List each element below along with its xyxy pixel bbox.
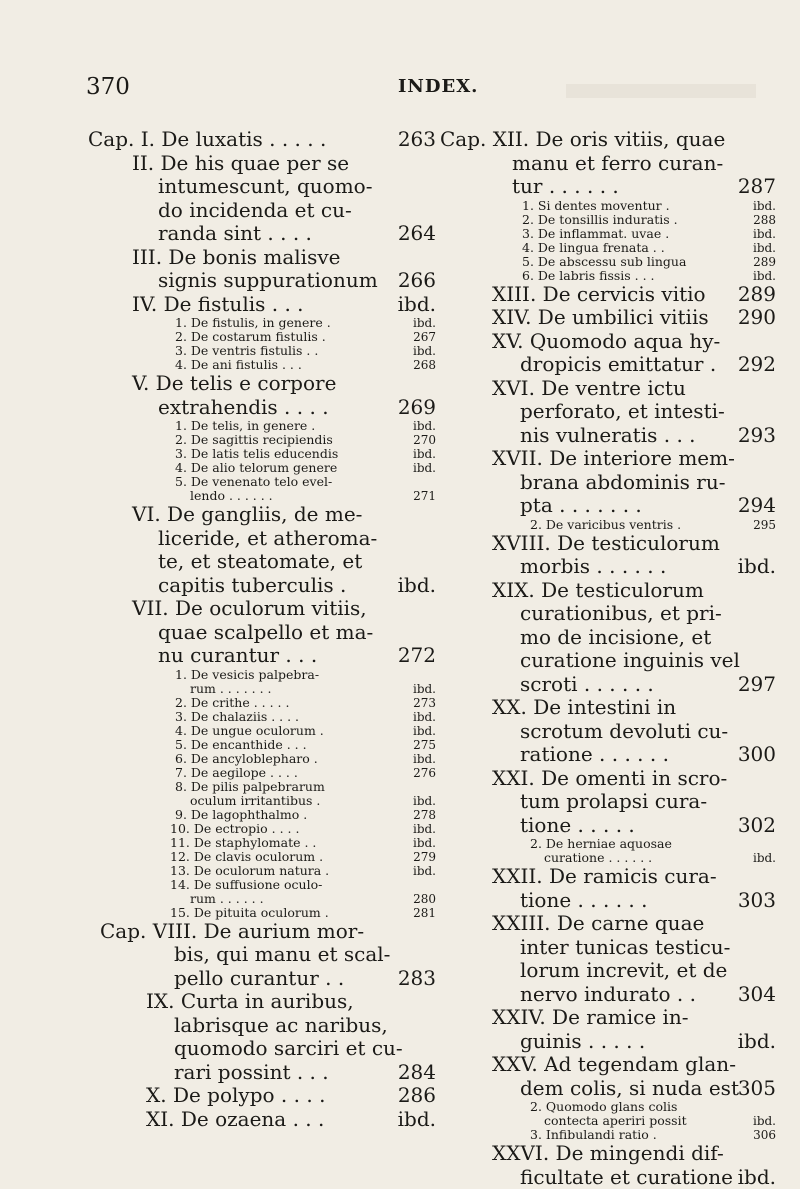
entry-page-ref: 287 xyxy=(738,175,776,199)
index-entry xyxy=(80,152,436,176)
entry-page-ref: ibd. xyxy=(738,1166,776,1189)
entry-text: VII. De oculorum vitiis, xyxy=(132,597,367,621)
index-entry xyxy=(80,447,436,461)
index-entry xyxy=(440,1166,776,1189)
index-entry xyxy=(80,372,436,396)
entry-text: manu et ferro curan- xyxy=(512,152,723,176)
index-entry xyxy=(80,433,436,447)
index-entry xyxy=(80,199,436,223)
index-entry xyxy=(440,175,776,199)
index-entry xyxy=(440,330,776,354)
entry-page-ref: 286 xyxy=(398,1084,436,1108)
entry-page-ref: ibd. xyxy=(413,752,436,766)
entry-text: 11. De staphylomate . . xyxy=(170,836,316,850)
entry-text: IX. Curta in auribus, xyxy=(146,990,354,1014)
entry-text: XVIII. De testiculorum xyxy=(492,532,720,556)
entry-text: inter tunicas testicu- xyxy=(520,936,730,960)
entry-text: dem colis, si nuda est xyxy=(520,1077,739,1101)
entry-text: curationibus, et pri- xyxy=(520,602,722,626)
entry-text: rum . . . . . . xyxy=(190,892,264,906)
index-entry xyxy=(440,767,776,791)
index-entry xyxy=(80,794,436,808)
entry-page-ref: 290 xyxy=(738,306,776,330)
entry-page-ref: ibd. xyxy=(413,447,436,461)
entry-text: Cap. VIII. De aurium mor- xyxy=(100,920,364,944)
entry-page-ref: 302 xyxy=(738,814,776,838)
index-entry xyxy=(80,780,436,794)
index-entry xyxy=(440,626,776,650)
index-entry xyxy=(80,1108,436,1132)
entry-text: 2. De herniae aquosae xyxy=(530,837,672,851)
entry-text: XX. De intestini in xyxy=(492,696,676,720)
entry-text: Cap. XII. De oris vitiis, quae xyxy=(440,128,725,152)
entry-text: 7. De aegilope . . . . xyxy=(175,766,298,780)
entry-text: Cap. I. De luxatis . . . . . xyxy=(88,128,326,152)
entry-text: XXI. De omenti in scro- xyxy=(492,767,727,791)
entry-text: XVII. De interiore mem- xyxy=(492,447,735,471)
index-entry xyxy=(440,1128,776,1142)
entry-text: 4. De ungue oculorum . xyxy=(175,724,324,738)
entry-text: contecta aperiri possit xyxy=(544,1114,687,1128)
entry-text: II. De his quae per se xyxy=(132,152,349,176)
entry-text: extrahendis . . . . xyxy=(158,396,329,420)
entry-page-ref: 271 xyxy=(413,489,436,503)
index-entry xyxy=(440,696,776,720)
index-entry xyxy=(80,864,436,878)
entry-text: do incidenda et cu- xyxy=(158,199,352,223)
index-entry xyxy=(440,936,776,960)
index-entry xyxy=(440,912,776,936)
entry-page-ref: 295 xyxy=(753,518,776,532)
entry-page-ref: 294 xyxy=(738,494,776,518)
index-column-left xyxy=(80,128,436,1131)
entry-page-ref: 303 xyxy=(738,889,776,913)
index-entry xyxy=(440,1053,776,1077)
entry-text: 6. De labris fissis . . . xyxy=(522,269,655,283)
entry-text: guinis . . . . . xyxy=(520,1030,645,1054)
entry-page-ref: 293 xyxy=(738,424,776,448)
index-entry xyxy=(80,967,436,991)
index-entry xyxy=(80,396,436,420)
entry-text: morbis . . . . . . xyxy=(520,555,666,579)
entry-page-ref: ibd. xyxy=(738,555,776,579)
index-entry xyxy=(80,550,436,574)
entry-page-ref: 283 xyxy=(398,967,436,991)
entry-text: XVI. De ventre ictu xyxy=(492,377,686,401)
entry-page-ref: 297 xyxy=(738,673,776,697)
entry-text: 4. De alio telorum genere xyxy=(175,461,337,475)
index-entry xyxy=(80,822,436,836)
index-entry xyxy=(80,1084,436,1108)
index-entry xyxy=(80,1061,436,1085)
entry-text: 3. Infibulandi ratio . xyxy=(530,1128,657,1142)
entry-text: nis vulneratis . . . xyxy=(520,424,696,448)
entry-text: dropicis emittatur . xyxy=(520,353,716,377)
index-entry xyxy=(80,878,436,892)
index-entry xyxy=(440,152,776,176)
entry-text: XIV. De umbilici vitiis xyxy=(492,306,709,330)
entry-page-ref: 306 xyxy=(753,1128,776,1142)
index-entry xyxy=(440,1142,776,1166)
entry-text: 6. De ancyloblepharo . xyxy=(175,752,318,766)
entry-text: intumescunt, quomo- xyxy=(158,175,372,199)
entry-text: lendo . . . . . . xyxy=(190,489,273,503)
entry-text: tione . . . . . . xyxy=(520,889,647,913)
entry-text: randa sint . . . . xyxy=(158,222,312,246)
entry-text: oculum irritantibus . xyxy=(190,794,320,808)
entry-text: XI. De ozaena . . . xyxy=(146,1108,324,1132)
entry-page-ref: 289 xyxy=(738,283,776,307)
entry-text: pta . . . . . . . xyxy=(520,494,642,518)
entry-text: tione . . . . . xyxy=(520,814,635,838)
page-header xyxy=(86,74,764,104)
entry-text: pello curantur . . xyxy=(174,967,344,991)
entry-text: perforato, et intesti- xyxy=(520,400,725,424)
index-entry xyxy=(440,579,776,603)
index-entry xyxy=(440,889,776,913)
index-entry xyxy=(80,990,436,1014)
entry-text: 2. De crithe . . . . . xyxy=(175,696,289,710)
index-entry xyxy=(440,1030,776,1054)
index-entry xyxy=(80,222,436,246)
index-entry xyxy=(80,419,436,433)
entry-page-ref: 305 xyxy=(738,1077,776,1101)
entry-page-ref: ibd. xyxy=(413,316,436,330)
entry-page-ref: 275 xyxy=(413,738,436,752)
entry-text: XXV. Ad tegendam glan- xyxy=(492,1053,736,1077)
entry-page-ref: 263 xyxy=(398,128,436,152)
entry-page-ref: 304 xyxy=(738,983,776,1007)
entry-page-ref: ibd. xyxy=(398,1108,436,1132)
entry-page-ref: 272 xyxy=(398,644,436,668)
entry-page-ref: ibd. xyxy=(753,851,776,865)
entry-text: 3. De ventris fistulis . . xyxy=(175,344,318,358)
entry-text: brana abdominis ru- xyxy=(520,471,725,495)
entry-page-ref: ibd. xyxy=(753,269,776,283)
index-entry xyxy=(80,920,436,944)
entry-page-ref: 289 xyxy=(753,255,776,269)
entry-page-ref: 278 xyxy=(413,808,436,822)
entry-text: 12. De clavis oculorum . xyxy=(170,850,323,864)
entry-text: XIII. De cervicis vitio xyxy=(492,283,706,307)
entry-page-ref: ibd. xyxy=(413,864,436,878)
entry-text: curatione . . . . . . xyxy=(544,851,652,865)
index-entry xyxy=(80,527,436,551)
index-entry xyxy=(80,489,436,503)
entry-page-ref: ibd. xyxy=(413,682,436,696)
index-entry xyxy=(80,475,436,489)
index-entry xyxy=(440,790,776,814)
entry-text: quae scalpello et ma- xyxy=(158,621,373,645)
entry-text: lorum increvit, et de xyxy=(520,959,727,983)
entry-text: rum . . . . . . . xyxy=(190,682,272,696)
index-entry xyxy=(80,316,436,330)
entry-page-ref: 269 xyxy=(398,396,436,420)
bleed-through-shadow xyxy=(566,78,766,108)
entry-text: XXIII. De carne quae xyxy=(492,912,704,936)
index-entry xyxy=(440,424,776,448)
index-entry xyxy=(80,128,436,152)
index-entry xyxy=(80,850,436,864)
entry-text: IV. De fistulis . . . xyxy=(132,293,304,317)
entry-page-ref: 279 xyxy=(413,850,436,864)
entry-text: 10. De ectropio . . . . xyxy=(170,822,299,836)
index-entry xyxy=(440,837,776,851)
entry-page-ref: 288 xyxy=(753,213,776,227)
entry-page-ref: 284 xyxy=(398,1061,436,1085)
index-entry xyxy=(440,353,776,377)
entry-page-ref: ibd. xyxy=(738,1030,776,1054)
entry-text: X. De polypo . . . . xyxy=(146,1084,325,1108)
index-entry xyxy=(440,602,776,626)
entry-text: 2. De costarum fistulis . xyxy=(175,330,326,344)
entry-text: XIX. De testiculorum xyxy=(492,579,704,603)
index-entry xyxy=(440,720,776,744)
entry-page-ref: 273 xyxy=(413,696,436,710)
entry-text: 5. De abscessu sub lingua xyxy=(522,255,686,269)
entry-text: scroti . . . . . . xyxy=(520,673,654,697)
entry-text: rari possint . . . xyxy=(174,1061,329,1085)
index-entry xyxy=(440,306,776,330)
entry-text: 3. De inflammat. uvae . xyxy=(522,227,669,241)
index-entry xyxy=(80,574,436,598)
index-entry xyxy=(440,555,776,579)
index-entry xyxy=(440,283,776,307)
entry-page-ref: ibd. xyxy=(753,1114,776,1128)
index-entry xyxy=(80,738,436,752)
index-entry xyxy=(80,752,436,766)
entry-text: scrotum devoluti cu- xyxy=(520,720,728,744)
entry-text: quomodo sarciri et cu- xyxy=(174,1037,403,1061)
entry-text: capitis tuberculis . xyxy=(158,574,346,598)
index-entry xyxy=(80,766,436,780)
entry-page-ref: 280 xyxy=(413,892,436,906)
index-entry xyxy=(440,255,776,269)
index-entry xyxy=(80,906,436,920)
entry-page-ref: ibd. xyxy=(413,724,436,738)
entry-page-ref: ibd. xyxy=(413,344,436,358)
entry-text: mo de incisione, et xyxy=(520,626,711,650)
index-entry xyxy=(440,532,776,556)
index-entry xyxy=(80,710,436,724)
entry-text: 8. De pilis palpebrarum xyxy=(175,780,325,794)
index-entry xyxy=(80,175,436,199)
index-entry xyxy=(440,377,776,401)
entry-page-ref: ibd. xyxy=(398,293,436,317)
index-entry xyxy=(80,1037,436,1061)
entry-page-ref: ibd. xyxy=(413,461,436,475)
entry-page-ref: ibd. xyxy=(413,710,436,724)
index-entry xyxy=(80,836,436,850)
entry-text: XXIV. De ramice in- xyxy=(492,1006,689,1030)
index-entry xyxy=(440,128,776,152)
entry-text: XXII. De ramicis cura- xyxy=(492,865,717,889)
index-entry xyxy=(80,1014,436,1038)
entry-text: te, et steatomate, et xyxy=(158,550,362,574)
entry-text: signis suppurationum xyxy=(158,269,378,293)
index-entry xyxy=(440,1114,776,1128)
index-entry xyxy=(440,227,776,241)
index-entry xyxy=(440,518,776,532)
entry-text: 3. De latis telis educendis xyxy=(175,447,338,461)
entry-text: liceride, et atheroma- xyxy=(158,527,377,551)
entry-page-ref: ibd. xyxy=(413,836,436,850)
entry-page-ref: ibd. xyxy=(398,574,436,598)
index-entry xyxy=(80,461,436,475)
entry-text: 4. De ani fistulis . . . xyxy=(175,358,302,372)
entry-text: 15. De pituita oculorum . xyxy=(170,906,329,920)
index-entry xyxy=(440,814,776,838)
entry-text: nervo indurato . . xyxy=(520,983,696,1007)
index-entry xyxy=(440,1006,776,1030)
index-entry xyxy=(80,269,436,293)
entry-text: XV. Quomodo aqua hy- xyxy=(492,330,720,354)
entry-text: 5. De venenato telo evel- xyxy=(175,475,332,489)
index-entry xyxy=(80,892,436,906)
index-entry xyxy=(80,621,436,645)
entry-text: 13. De oculorum natura . xyxy=(170,864,329,878)
entry-text: tur . . . . . . xyxy=(512,175,619,199)
entry-text: 1. De fistulis, in genere . xyxy=(175,316,331,330)
entry-text: tum prolapsi cura- xyxy=(520,790,707,814)
index-entry xyxy=(440,199,776,213)
entry-page-ref: ibd. xyxy=(413,419,436,433)
index-entry xyxy=(80,644,436,668)
entry-page-ref: 292 xyxy=(738,353,776,377)
entry-page-ref: 264 xyxy=(398,222,436,246)
entry-page-ref: 281 xyxy=(413,906,436,920)
index-entry xyxy=(80,597,436,621)
index-entry xyxy=(440,673,776,697)
index-entry xyxy=(80,246,436,270)
entry-text: XXVI. De mingendi dif- xyxy=(492,1142,724,1166)
index-entry xyxy=(80,503,436,527)
entry-page-ref: ibd. xyxy=(413,794,436,808)
index-entry xyxy=(80,943,436,967)
entry-text: curatione inguinis vel xyxy=(520,649,740,673)
index-entry xyxy=(440,1077,776,1101)
entry-text: 14. De suffusione oculo- xyxy=(170,878,322,892)
index-entry xyxy=(80,330,436,344)
entry-page-ref: ibd. xyxy=(753,241,776,255)
entry-text: 2. De tonsillis induratis . xyxy=(522,213,678,227)
index-entry xyxy=(440,649,776,673)
index-entry xyxy=(440,471,776,495)
index-entry xyxy=(440,983,776,1007)
entry-page-ref: ibd. xyxy=(753,199,776,213)
entry-text: 4. De lingua frenata . . xyxy=(522,241,665,255)
entry-text: 1. De vesicis palpebra- xyxy=(175,668,319,682)
page-number: 370 xyxy=(86,74,130,100)
index-entry xyxy=(80,808,436,822)
index-entry xyxy=(80,724,436,738)
index-entry xyxy=(440,959,776,983)
entry-page-ref: 266 xyxy=(398,269,436,293)
entry-text: 1. Si dentes moventur . xyxy=(522,199,670,213)
entry-text: bis, qui manu et scal- xyxy=(174,943,390,967)
index-entry xyxy=(80,696,436,710)
entry-page-ref: 276 xyxy=(413,766,436,780)
entry-page-ref: 268 xyxy=(413,358,436,372)
entry-text: V. De telis e corpore xyxy=(132,372,336,396)
entry-text: 2. De sagittis recipiendis xyxy=(175,433,333,447)
entry-text: labrisque ac naribus, xyxy=(174,1014,388,1038)
index-entry xyxy=(80,682,436,696)
index-column-right xyxy=(440,128,776,1189)
entry-text: III. De bonis malisve xyxy=(132,246,340,270)
index-entry xyxy=(80,293,436,317)
entry-text: 2. Quomodo glans colis xyxy=(530,1100,677,1114)
entry-text: 5. De encanthide . . . xyxy=(175,738,307,752)
entry-page-ref: 270 xyxy=(413,433,436,447)
entry-text: ficultate et curatione xyxy=(520,1166,733,1189)
entry-text: 2. De varicibus ventris . xyxy=(530,518,681,532)
index-entry xyxy=(440,400,776,424)
index-entry xyxy=(440,213,776,227)
entry-text: 9. De lagophthalmo . xyxy=(175,808,307,822)
index-entry xyxy=(440,447,776,471)
index-entry xyxy=(440,241,776,255)
index-entry xyxy=(80,344,436,358)
entry-text: VI. De gangliis, de me- xyxy=(132,503,362,527)
entry-page-ref: ibd. xyxy=(753,227,776,241)
entry-page-ref: 300 xyxy=(738,743,776,767)
entry-page-ref: ibd. xyxy=(413,822,436,836)
entry-text: 1. De telis, in genere . xyxy=(175,419,315,433)
entry-text: ratione . . . . . . xyxy=(520,743,669,767)
index-entry xyxy=(80,358,436,372)
index-entry xyxy=(80,668,436,682)
entry-text: nu curantur . . . xyxy=(158,644,317,668)
entry-text: 3. De chalaziis . . . . xyxy=(175,710,299,724)
entry-page-ref: 267 xyxy=(413,330,436,344)
index-entry xyxy=(440,851,776,865)
index-entry xyxy=(440,743,776,767)
index-entry xyxy=(440,1100,776,1114)
index-entry xyxy=(440,494,776,518)
page-title: INDEX. xyxy=(398,76,478,97)
index-entry xyxy=(440,269,776,283)
index-entry xyxy=(440,865,776,889)
